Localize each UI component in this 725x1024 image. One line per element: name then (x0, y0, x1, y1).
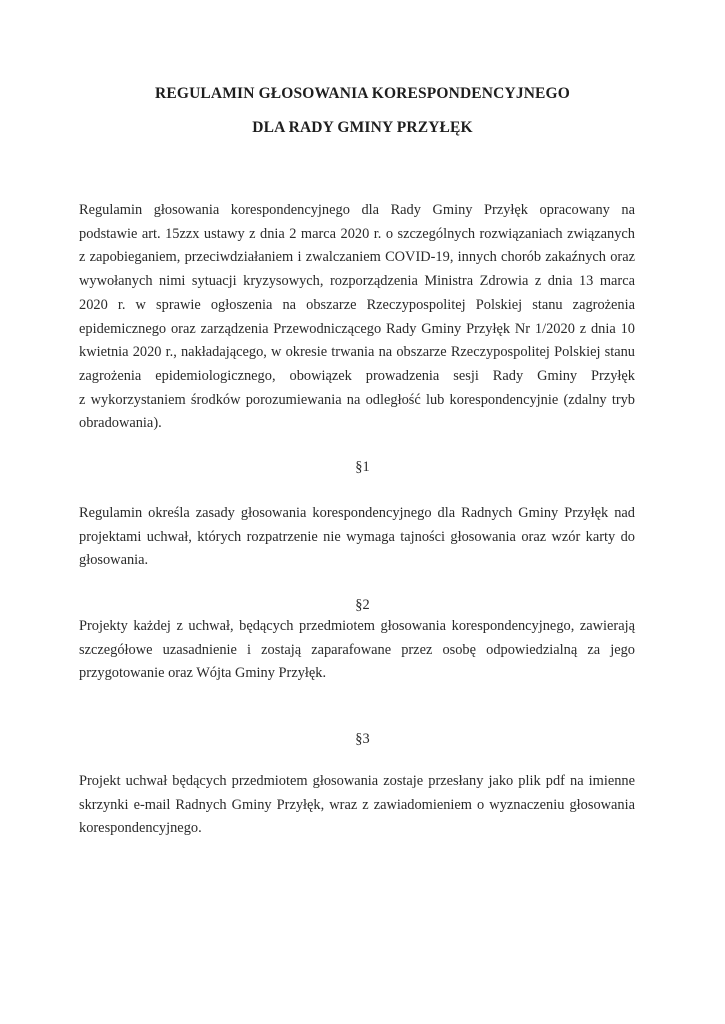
section-line: Regulamin określa zasady głosowania korespondencyjnego dla Radnych Gminy Przyłęk nad (79, 505, 635, 521)
section-2-paragraph (79, 615, 635, 686)
intro-line: 2020 r. w sprawie ogłoszenia na obszarze Rzeczypospolitej Polskiej stanu zagrożenia (79, 296, 635, 313)
intro-line: z wykorzystaniem środków porozumiewania na odległość lub korespondencyjnie (zdalny tryb (79, 391, 635, 408)
section-line: przygotowanie oraz Wójta Gminy Przyłęk. (79, 665, 327, 682)
section-line: skrzynki e-mail Radnych Gminy Przyłęk, wraz z zawiadomieniem o wyznaczeniu głosowania (79, 796, 635, 813)
intro-paragraph (79, 199, 635, 436)
intro-line: Regulamin głosowania korespondencyjnego dla Rady Gminy Przyłęk opracowany na (79, 202, 635, 218)
section-line: Projekt uchwał będących przedmiotem głosowania zostaje przesłany jako plik pdf na imienne (79, 773, 635, 789)
intro-line: z zapobieganiem, przeciwdziałaniem i zwalczaniem COVID-19, innych chorób zakaźnych oraz (79, 249, 635, 266)
document-subtitle: DLA RADY GMINY PRZYŁĘK (252, 119, 473, 136)
intro-line: wywołanych nimi sytuacji kryzysowych, rozporządzenia Ministra Zdrowia z dnia 13 marca (79, 273, 635, 290)
section-line: szczegółowe uzasadnienie i zostają zaparafowane przez osobę odpowiedzialną za jego (79, 641, 635, 658)
section-3-paragraph (79, 770, 635, 841)
intro-line: epidemicznego oraz zarządzenia Przewodniczącego Rady Gminy Przyłęk Nr 1/2020 z dnia 10 (79, 320, 635, 337)
section-line: Projekty każdej z uchwał, będących przedmiotem głosowania korespondencyjnego, zawierają (79, 618, 635, 634)
section-mark-1: §1 (355, 459, 370, 475)
section-line: korespondencyjnego. (79, 820, 202, 837)
intro-line: zagrożenia epidemiologicznego, obowiązek prowadzenia sesji Rady Gminy Przyłęk (79, 367, 635, 384)
section-mark-2: §2 (355, 597, 370, 613)
document-title: REGULAMIN GŁOSOWANIA KORESPONDENCYJNEGO (155, 85, 570, 102)
section-line: projektami uchwał, których rozpatrzenie nie wymaga tajności głosowania oraz wzór karty do (79, 528, 635, 545)
intro-line: kwietnia 2020 r., nakładającego, w okresie trwania na obszarze Rzeczypospolitej Polskiej stanu (79, 344, 635, 361)
intro-line: obradowania). (79, 415, 162, 432)
section-mark-3: §3 (355, 731, 370, 747)
section-line: głosowania. (79, 552, 149, 569)
section-1-paragraph (79, 502, 635, 573)
intro-line: podstawie art. 15zzx ustawy z dnia 2 marca 2020 r. o szczególnych rozwiązaniach związanych (79, 225, 635, 242)
